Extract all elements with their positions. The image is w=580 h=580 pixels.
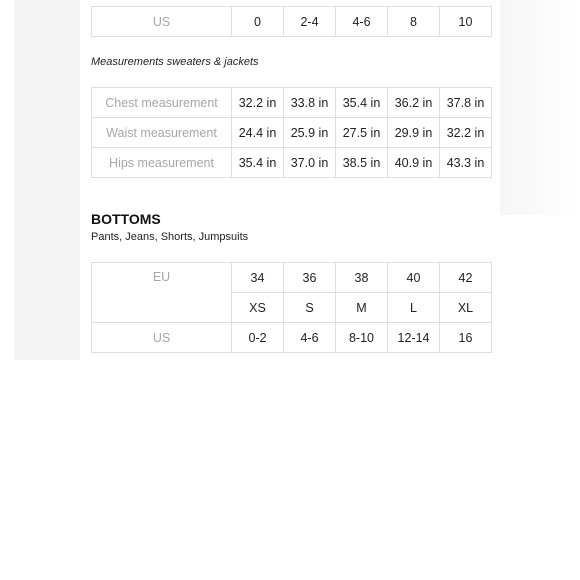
table-cell: 32.2 in: [232, 88, 284, 118]
table-cell: 43.3 in: [440, 148, 492, 178]
table-cell: 2-4: [284, 7, 336, 37]
table-cell: XL: [440, 293, 492, 323]
table-cell: 38: [336, 263, 388, 293]
table-row: [92, 148, 492, 178]
table-cell: XS: [232, 293, 284, 323]
table-cell: 8: [388, 7, 440, 37]
table-cell: 34: [232, 263, 284, 293]
background-margin: [0, 0, 14, 360]
table-cell: 36: [284, 263, 336, 293]
measurements-table: [91, 87, 492, 178]
table-cell: 4-6: [336, 7, 388, 37]
table-cell: 35.4 in: [336, 88, 388, 118]
table-row: [92, 7, 492, 37]
row-label-hips: Hips measurement: [92, 148, 232, 178]
table-cell: 35.4 in: [232, 148, 284, 178]
table-cell: 32.2 in: [440, 118, 492, 148]
bottoms-subtitle: Pants, Jeans, Shorts, Jumpsuits: [91, 231, 249, 243]
table-cell: 24.4 in: [232, 118, 284, 148]
table-cell: 36.2 in: [388, 88, 440, 118]
table-cell: 0-2: [232, 323, 284, 353]
table-row: [92, 323, 492, 353]
bottoms-size-table: [91, 262, 492, 353]
left-gutter: [14, 0, 81, 360]
table-cell: 29.9 in: [388, 118, 440, 148]
table-row: [92, 88, 492, 118]
table-row: [92, 263, 492, 293]
right-gutter: [500, 0, 580, 215]
table-cell: 42: [440, 263, 492, 293]
table-cell: 37.8 in: [440, 88, 492, 118]
row-label-eu: EU: [92, 263, 232, 323]
table-cell: 12-14: [388, 323, 440, 353]
bottoms-heading: BOTTOMS: [91, 211, 161, 227]
row-label-us: US: [92, 7, 232, 37]
row-label-us: US: [92, 323, 232, 353]
table-cell: 0: [232, 7, 284, 37]
table-cell: 25.9 in: [284, 118, 336, 148]
table-cell: 33.8 in: [284, 88, 336, 118]
table-cell: 4-6: [284, 323, 336, 353]
table-cell: S: [284, 293, 336, 323]
table-cell: 40: [388, 263, 440, 293]
table-cell: 16: [440, 323, 492, 353]
table-cell: 38.5 in: [336, 148, 388, 178]
table-cell: 40.9 in: [388, 148, 440, 178]
table-cell: 10: [440, 7, 492, 37]
us-size-table: [91, 6, 492, 37]
row-label-waist: Waist measurement: [92, 118, 232, 148]
table-cell: M: [336, 293, 388, 323]
table-cell: L: [388, 293, 440, 323]
table-cell: 37.0 in: [284, 148, 336, 178]
measurements-caption: Measurements sweaters & jackets: [91, 56, 259, 68]
row-label-chest: Chest measurement: [92, 88, 232, 118]
table-row: [92, 118, 492, 148]
table-cell: 27.5 in: [336, 118, 388, 148]
table-cell: 8-10: [336, 323, 388, 353]
